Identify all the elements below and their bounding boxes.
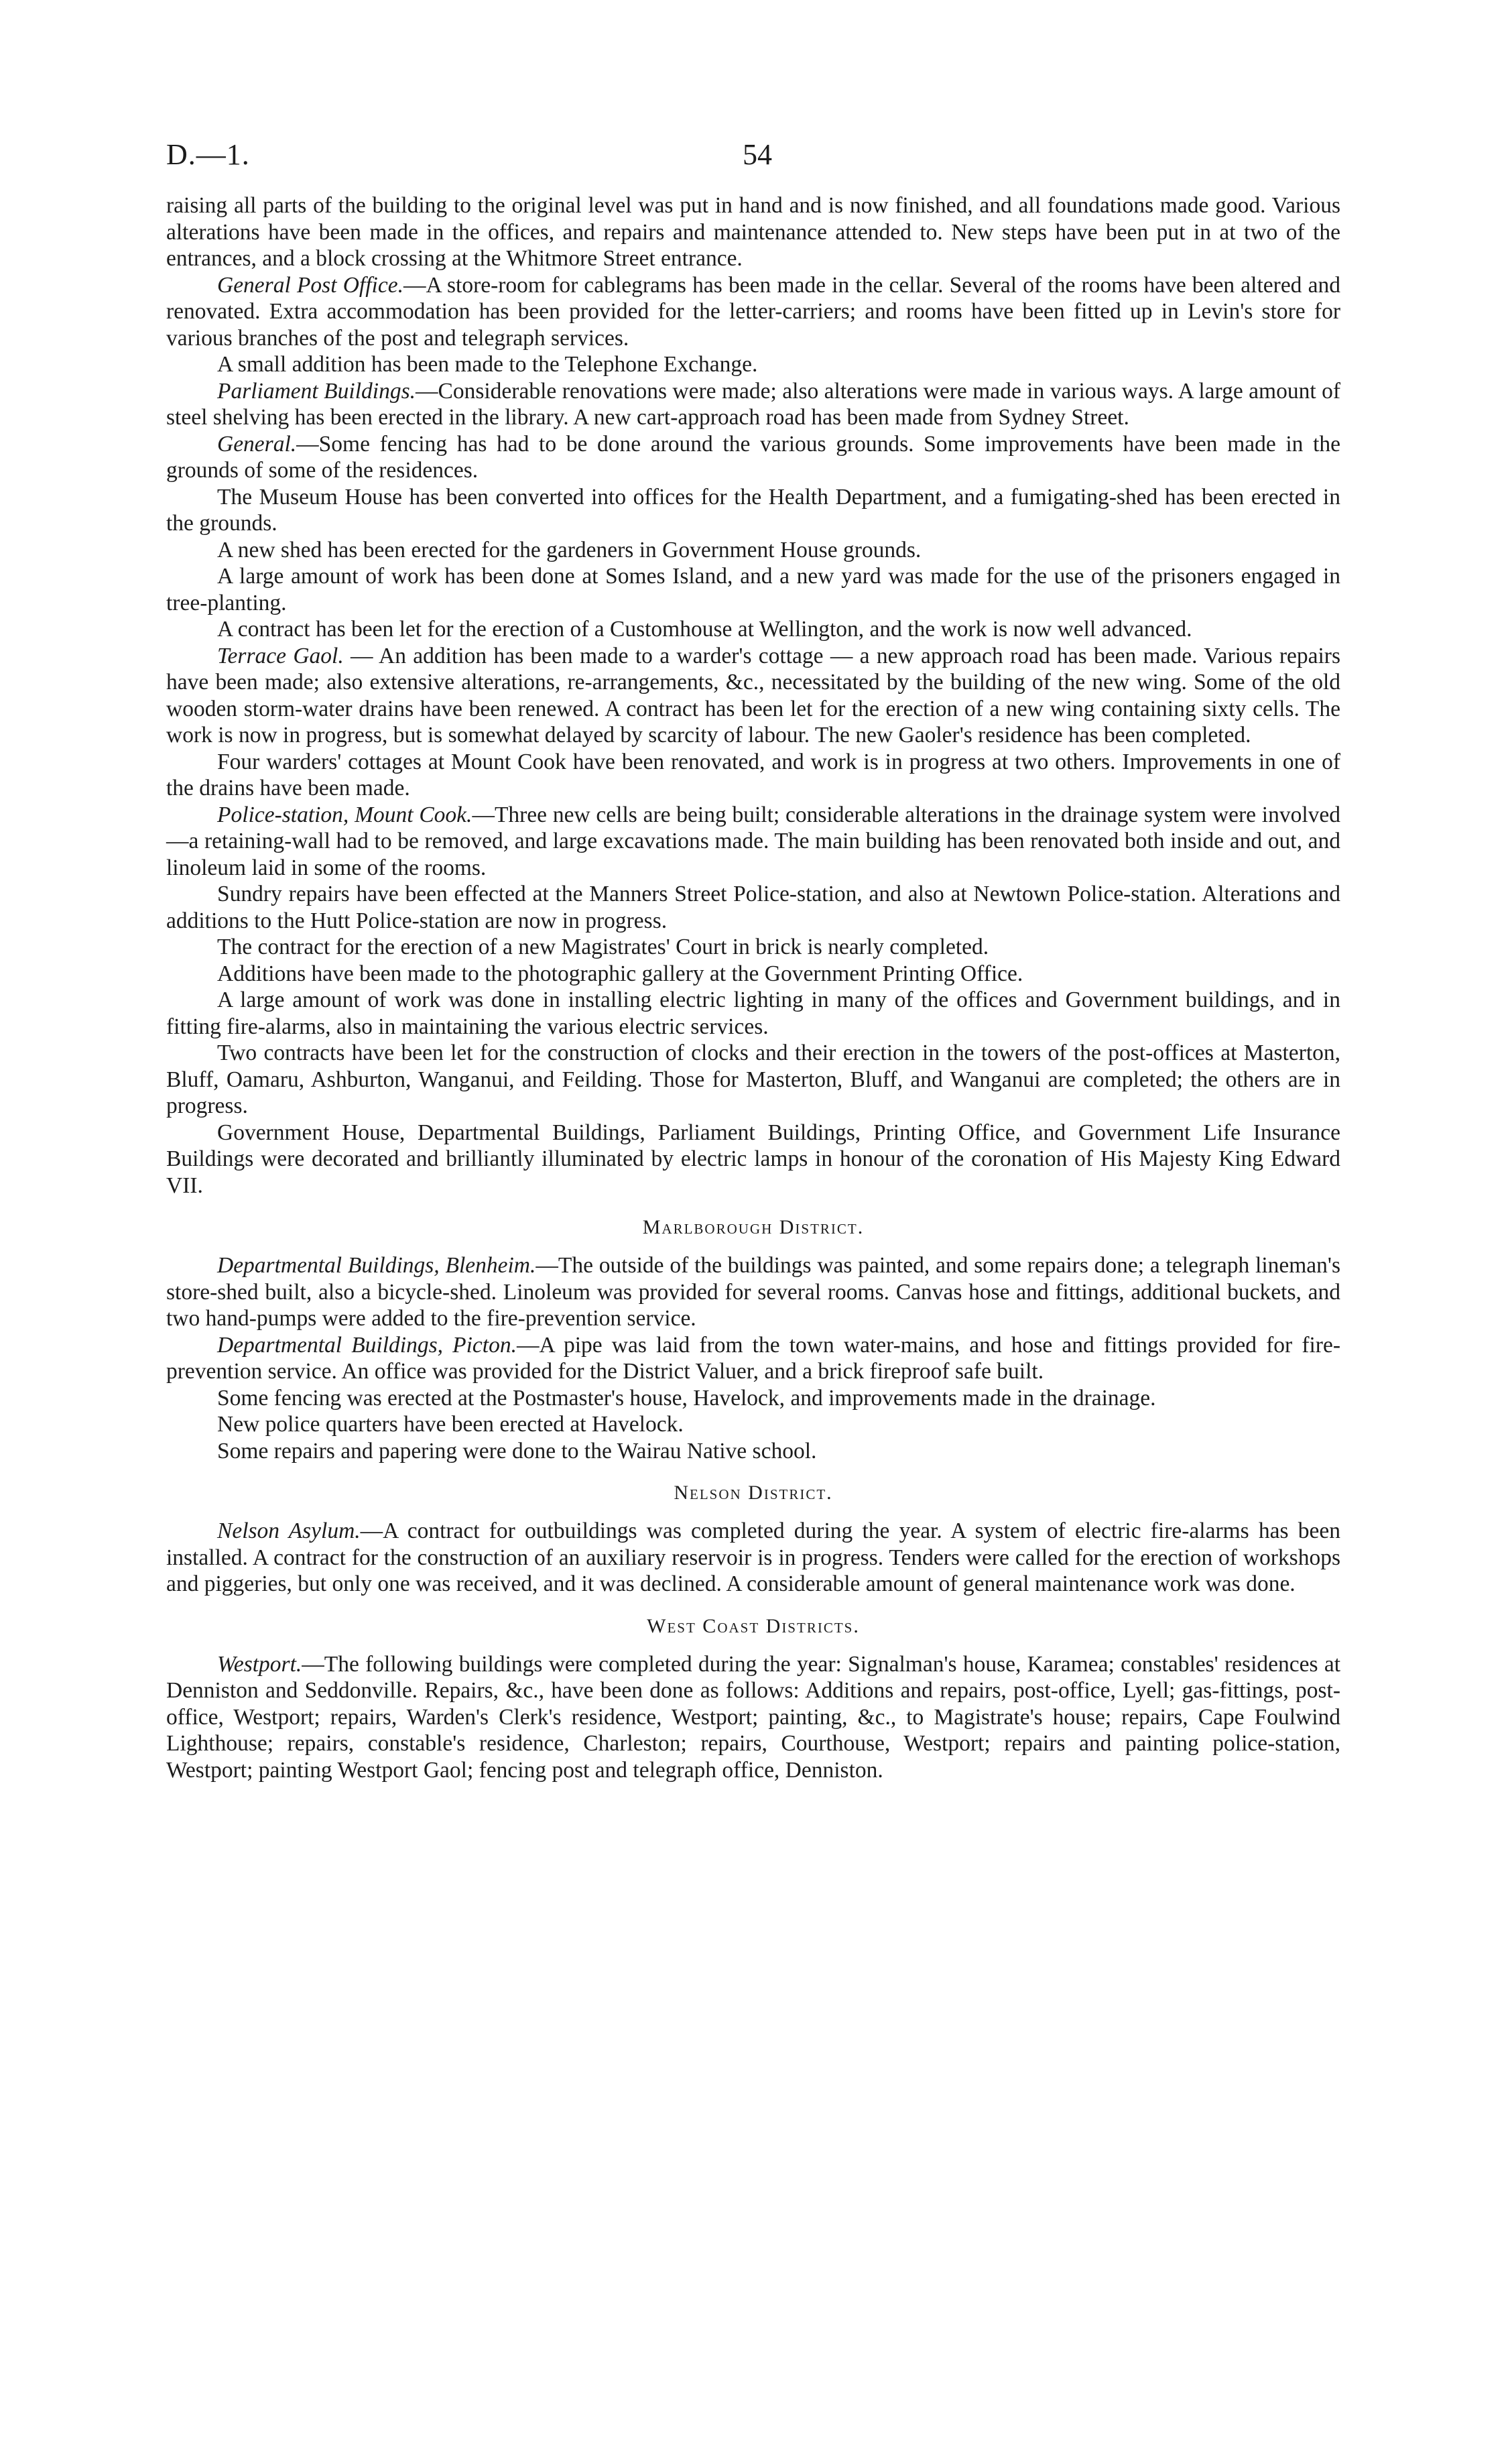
paragraph-text: —A pipe was laid from the town water-mains, and hose and fittings provided for fire-prevention service. An office was provided for the District Valuer, and a brick fireproof safe built.: [166, 1332, 1340, 1384]
paragraph-text: Some repairs and papering were done to the Wairau Native school.: [217, 1438, 817, 1464]
paragraph: [166, 881, 1340, 934]
paragraph: [166, 987, 1340, 1040]
paragraph-text: —Considerable renovations were made; also alterations were made in various ways. A large amount of steel shelving has been erected in the library. A new cart-approach road has been made from Sydney Street.: [166, 378, 1341, 430]
paragraph: [166, 351, 1340, 378]
paragraph-text: Government House, Departmental Buildings, Parliament Buildings, Printing Office, and Government Life Insurance Buildings were decorated and brilliantly illuminated by electric lamps in honour of the coronation of His Majesty King Edward VII.: [166, 1120, 1340, 1198]
paragraph: [166, 1411, 1340, 1438]
document-reference: D.—1.: [166, 138, 250, 171]
paragraph-lead: Parliament Buildings.: [217, 378, 416, 404]
page-header: [166, 137, 1340, 178]
paragraph: [166, 1518, 1340, 1598]
document-body: [166, 192, 1340, 1783]
paragraph: [166, 431, 1340, 484]
paragraph-text: — An addition has been made to a warder's cottage — a new approach road has been made. Various repairs have been made; also extensive alterations, re-arrangements, &c., necessitated by the building of the new wing. Some of the old wooden storm-water drains have been renewed. A contract has been let for the erection of a new wing containing sixty cells. The work is now in progress, but is somewhat delayed by scarcity of labour. The new Gaoler's residence has been completed.: [166, 643, 1340, 748]
paragraph-text: Four warders' cottages at Mount Cook have been renovated, and work is in progress at two others. Improvements in one of the drains have been made.: [166, 749, 1340, 800]
paragraph-lead: Westport.: [217, 1651, 302, 1677]
paragraph-text: —The following buildings were completed during the year: Signalman's house, Karamea; constables' residences at Denniston and Seddonville. Repairs, &c., have been done as follows: Additions and repairs, post-office, Lyell; gas-fittings, post-office, Westport; repairs, Warden's Clerk's residence, Westport; painting, &c., to Magistrate's house; repairs, Cape Foulwind Lighthouse; repairs, constable's residence, Charleston; repairs, Courthouse, Westport; repairs and painting police-station, Westport; painting Westport Gaol; fencing post and telegraph office, Denniston.: [166, 1651, 1340, 1783]
paragraph-text: —Three new cells are being built; considerable alterations in the drainage system were involved—a retaining-wall had to be removed, and large excavations made. The main building has been renovated both inside and out, and linoleum laid in some of the rooms.: [166, 802, 1340, 880]
paragraph-lead: Nelson Asylum.: [217, 1518, 361, 1543]
paragraph-text: A new shed has been erected for the gardeners in Government House grounds.: [217, 537, 922, 562]
paragraph-text: The Museum House has been converted into offices for the Health Department, and a fumigating-shed has been erected in the grounds.: [166, 484, 1340, 536]
paragraph-lead: Police-station, Mount Cook.: [217, 802, 472, 827]
paragraph: [166, 378, 1340, 431]
paragraph: [166, 1040, 1340, 1120]
paragraph: [166, 1651, 1340, 1784]
paragraph: [166, 961, 1340, 988]
paragraph-lead: Terrace Gaol.: [217, 643, 344, 668]
paragraph: [166, 1385, 1340, 1412]
paragraph: [166, 1438, 1340, 1465]
paragraph: [166, 563, 1340, 616]
section-heading: Marlborough District.: [642, 1216, 865, 1238]
page-number: 54: [743, 138, 772, 171]
paragraph: [166, 1332, 1340, 1385]
paragraph-text: raising all parts of the building to the original level was put in hand and is now finished, and all foundations made good. Various alterations have been made in the offices, and repairs and maintenance attended to. New steps have been put in at two of the entrances, and a block crossing at the Whitmore Street entrance.: [166, 193, 1340, 271]
paragraph: [166, 537, 1340, 564]
paragraph-text: A large amount of work has been done at Somes Island, and a new yard was made for the use of the prisoners engaged in tree-planting.: [166, 564, 1340, 615]
paragraph-lead: Departmental Buildings, Picton.: [217, 1332, 517, 1358]
paragraph: [166, 1252, 1340, 1332]
paragraph-text: —The outside of the buildings was painted, and some repairs done; a telegraph lineman's store-shed built, also a bicycle-shed. Linoleum was provided for several rooms. Canvas hose and fittings, additional buckets, and two hand-pumps were added to the fire-prevention service.: [166, 1253, 1340, 1331]
wellington-continuation: [166, 192, 1340, 1199]
section-heading: Nelson District.: [674, 1482, 833, 1504]
paragraph-text: —A contract for outbuildings was completed during the year. A system of electric fire-alarms has been installed. A contract for the construction of an auxiliary reservoir is in progress. Tenders were called for the erection of workshops and piggeries, but only one was received, and it was declined. A considerable amount of general maintenance work was done.: [166, 1518, 1340, 1596]
section-heading: West Coast Districts.: [647, 1614, 860, 1637]
paragraph: [166, 749, 1340, 802]
paragraph: [166, 616, 1340, 643]
paragraph-text: Two contracts have been let for the construction of clocks and their erection in the towers of the post-offices at Masterton, Bluff, Oamaru, Ashburton, Wanganui, and Feilding. Those for Masterton, Bluff, and Wanganui are completed; the others are in progress.: [166, 1040, 1340, 1118]
paragraph-lead: General Post Office.: [217, 272, 403, 298]
paragraph: [166, 192, 1340, 272]
paragraph: [166, 272, 1340, 352]
paragraph-lead: Departmental Buildings, Blenheim.: [217, 1253, 536, 1278]
paragraph-text: New police quarters have been erected at Havelock.: [217, 1412, 684, 1437]
paragraph: [166, 1120, 1340, 1199]
paragraph-text: The contract for the erection of a new Magistrates' Court in brick is nearly completed.: [217, 935, 989, 959]
paragraph-text: A large amount of work was done in installing electric lighting in many of the offices and Government buildings, and in fitting fire-alarms, also in maintaining the various electric services.: [166, 988, 1340, 1039]
paragraph-text: —Some fencing has had to be done around the various grounds. Some improvements have been made in the grounds of some of the residences.: [166, 431, 1340, 483]
paragraph-text: Additions have been made to the photographic gallery at the Government Printing Office.: [217, 961, 1023, 986]
paragraph: [166, 802, 1340, 882]
paragraph-text: Some fencing was erected at the Postmaster's house, Havelock, and improvements made in the drainage.: [217, 1385, 1156, 1411]
paragraph-text: —A store-room for cablegrams has been made in the cellar. Several of the rooms have been altered and renovated. Extra accommodation has been provided for the letter-carriers; and rooms have been fitted up in Levin's store for various branches of the post and telegraph services.: [166, 272, 1340, 351]
paragraph-text: A contract has been let for the erection of a Customhouse at Wellington, and the work is now well advanced.: [217, 617, 1192, 642]
paragraph-text: Sundry repairs have been effected at the Manners Street Police-station, and also at Newtown Police-station. Alterations and additions to the Hutt Police-station are now in progress.: [166, 882, 1340, 933]
paragraph: [166, 643, 1340, 749]
paragraph: [166, 484, 1340, 537]
paragraph-text: A small addition has been made to the Telephone Exchange.: [217, 352, 758, 377]
paragraph-lead: General.: [217, 431, 297, 457]
paragraph: [166, 934, 1340, 961]
district-sections: [166, 1216, 1340, 1783]
document-page: [166, 137, 1340, 1783]
